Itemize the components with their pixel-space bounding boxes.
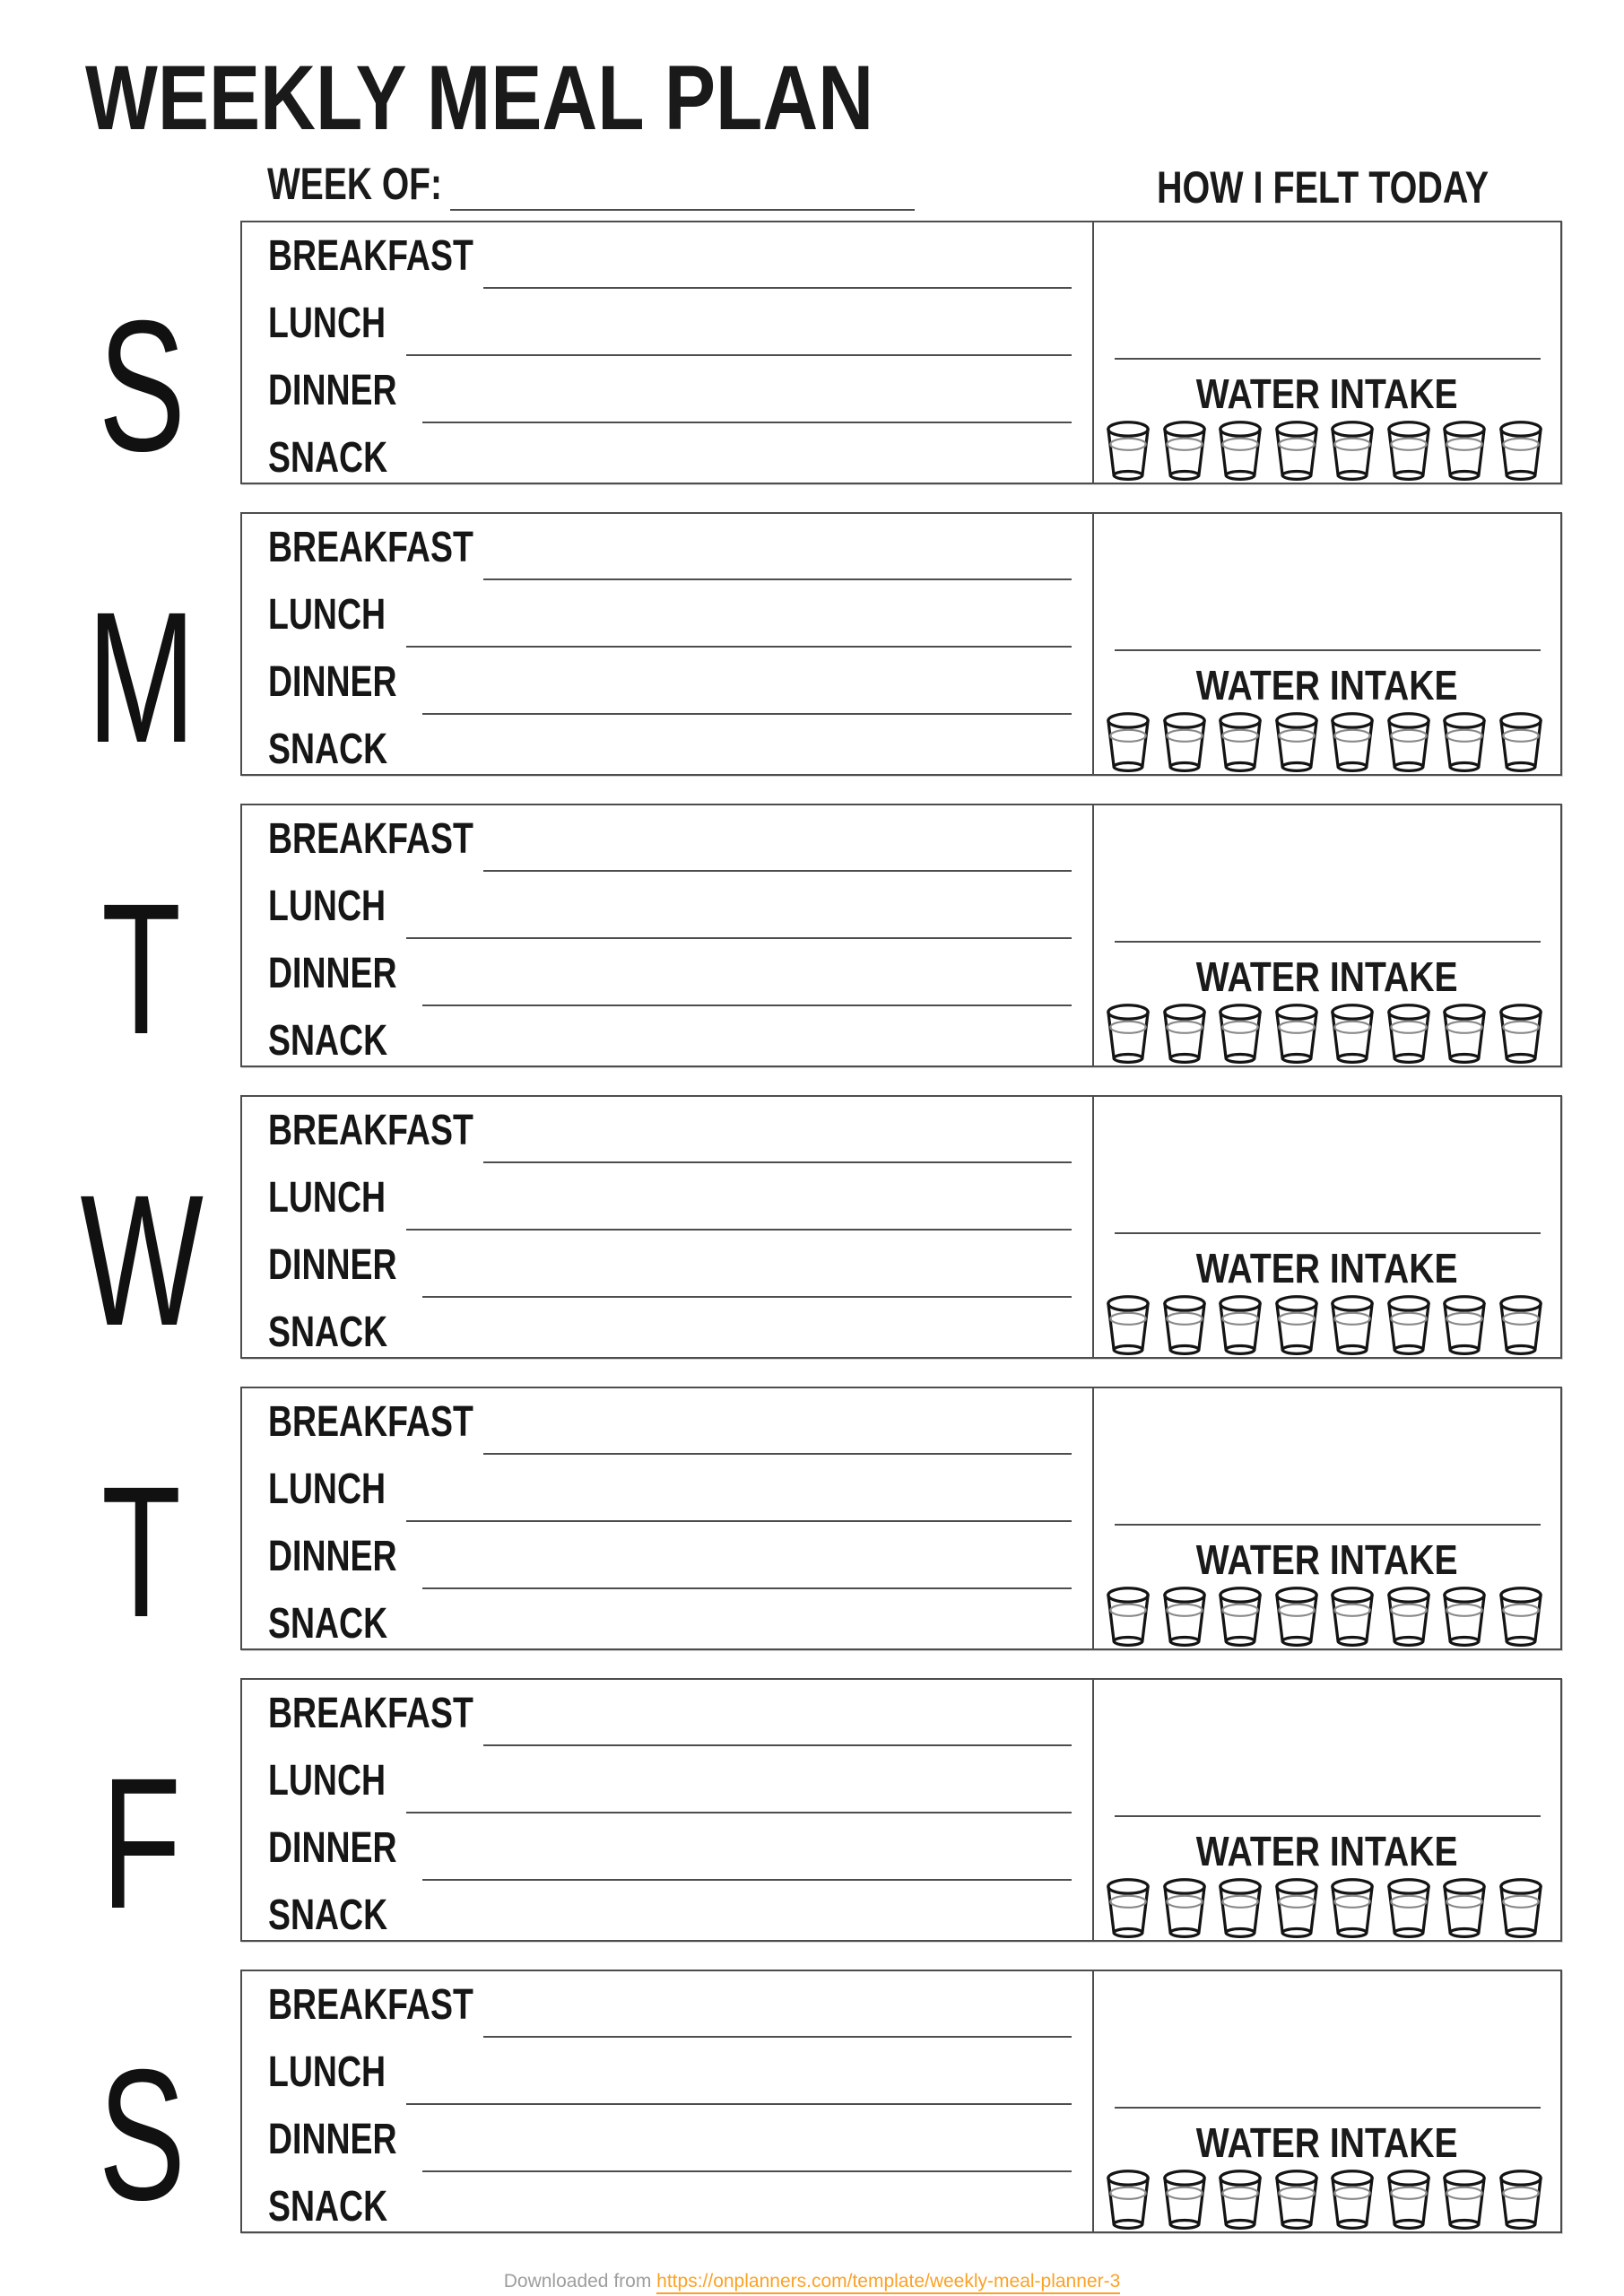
lunch-row (268, 1465, 1072, 1539)
day-box (240, 221, 1562, 484)
breakfast-write-line (483, 1405, 1072, 1455)
dinner-label: DINNER (268, 2116, 397, 2163)
water-glass-icon (1162, 1003, 1207, 1065)
day-rows (0, 221, 1562, 2239)
water-glass-icon (1162, 1877, 1207, 1940)
water-intake-label: WATER INTAKE (1196, 370, 1458, 417)
water-section (1092, 805, 1560, 1065)
day-box (240, 804, 1562, 1067)
breakfast-row (268, 1398, 1072, 1472)
water-glass-icon (1274, 1877, 1319, 1940)
water-glass-icon (1106, 1294, 1151, 1357)
day-letter: T (101, 865, 182, 1074)
feeling-write-line (1115, 1524, 1541, 1526)
lunch-row (268, 2048, 1072, 2122)
day-letter: M (87, 574, 196, 782)
day-letter: S (98, 2031, 186, 2239)
water-intake-label: WATER INTAKE (1196, 1245, 1458, 1292)
lunch-write-line (406, 2055, 1072, 2105)
water-glass-icon (1106, 1586, 1151, 1648)
dinner-label: DINNER (268, 367, 397, 414)
dinner-label: DINNER (268, 1824, 397, 1872)
water-glass-icon (1386, 1003, 1431, 1065)
breakfast-write-line (483, 822, 1072, 872)
water-glass-icon (1330, 1877, 1375, 1940)
water-glass-icon (1162, 1586, 1207, 1648)
breakfast-label: BREAKFAST (268, 524, 473, 571)
lunch-write-line (406, 1180, 1072, 1231)
dinner-row (268, 1533, 1072, 1606)
water-glass-icon (1218, 1586, 1263, 1648)
day-box (240, 1095, 1562, 1359)
water-glass-icon (1442, 2169, 1487, 2231)
feeling-write-line (1115, 941, 1541, 943)
water-glasses-row (1106, 1003, 1543, 1065)
dinner-label: DINNER (268, 658, 397, 706)
water-glass-icon (1498, 1003, 1543, 1065)
water-glass-icon (1218, 1877, 1263, 1940)
breakfast-write-line (483, 1113, 1072, 1163)
dinner-write-line (422, 665, 1072, 715)
breakfast-write-line (483, 1696, 1072, 1746)
water-glass-icon (1330, 711, 1375, 774)
footer-link[interactable]: https://onplanners.com/template/weekly-meal-planner-3 (656, 2271, 1120, 2294)
meals-section (242, 1388, 1092, 1648)
water-section (1092, 1388, 1560, 1648)
water-glass-icon (1274, 420, 1319, 483)
water-glasses-row (1106, 1586, 1543, 1648)
breakfast-row (268, 232, 1072, 306)
breakfast-label: BREAKFAST (268, 815, 473, 863)
day-box (240, 1970, 1562, 2233)
water-glass-icon (1106, 2169, 1151, 2231)
water-glass-icon (1442, 420, 1487, 483)
lunch-label: LUNCH (268, 2048, 386, 2096)
lunch-label: LUNCH (268, 883, 386, 930)
water-glass-icon (1218, 711, 1263, 774)
water-glass-icon (1386, 420, 1431, 483)
water-glass-icon (1498, 2169, 1543, 2231)
water-section (1092, 514, 1560, 774)
water-glass-icon (1498, 1294, 1543, 1357)
day-box (240, 512, 1562, 776)
lunch-row (268, 1757, 1072, 1831)
water-glass-icon (1106, 1003, 1151, 1065)
lunch-row (268, 883, 1072, 956)
day-row (0, 804, 1562, 1074)
dinner-row (268, 658, 1072, 732)
day-letter-cell (0, 1387, 240, 1657)
feeling-write-line (1115, 649, 1541, 651)
water-glasses-row (1106, 1877, 1543, 1940)
lunch-write-line (406, 889, 1072, 939)
lunch-write-line (406, 306, 1072, 356)
day-letter-cell (0, 1970, 240, 2239)
day-letter-cell (0, 804, 240, 1074)
day-letter-cell (0, 1678, 240, 1948)
dinner-label: DINNER (268, 1241, 397, 1289)
water-glass-icon (1442, 1294, 1487, 1357)
breakfast-label: BREAKFAST (268, 232, 473, 280)
breakfast-row (268, 1690, 1072, 1763)
water-intake-label: WATER INTAKE (1196, 662, 1458, 709)
water-glass-icon (1218, 2169, 1263, 2231)
snack-row (268, 1017, 1072, 1091)
snack-row (268, 434, 1072, 508)
water-glass-icon (1498, 420, 1543, 483)
lunch-label: LUNCH (268, 1465, 386, 1513)
water-glass-icon (1274, 1294, 1319, 1357)
water-glass-icon (1386, 2169, 1431, 2231)
lunch-write-line (406, 597, 1072, 648)
water-glass-icon (1330, 1294, 1375, 1357)
lunch-label: LUNCH (268, 1174, 386, 1222)
water-glass-icon (1330, 2169, 1375, 2231)
breakfast-row (268, 1107, 1072, 1180)
dinner-write-line (422, 1831, 1072, 1881)
water-intake-label: WATER INTAKE (1196, 2119, 1458, 2166)
water-intake-label: WATER INTAKE (1196, 953, 1458, 1000)
snack-row (268, 1600, 1072, 1674)
dinner-row (268, 367, 1072, 440)
water-glass-icon (1386, 1877, 1431, 1940)
water-glass-icon (1442, 1586, 1487, 1648)
breakfast-label: BREAKFAST (268, 1690, 473, 1737)
dinner-write-line (422, 1248, 1072, 1298)
feeling-write-line (1115, 2107, 1541, 2109)
day-letter-cell (0, 512, 240, 782)
snack-label: SNACK (268, 2183, 388, 2231)
water-glass-icon (1162, 711, 1207, 774)
water-glass-icon (1442, 711, 1487, 774)
water-glass-icon (1274, 711, 1319, 774)
breakfast-row (268, 524, 1072, 597)
day-row (0, 1387, 1562, 1657)
day-letter: S (98, 283, 186, 491)
water-glass-icon (1442, 1003, 1487, 1065)
lunch-label: LUNCH (268, 591, 386, 639)
meals-section (242, 1971, 1092, 2231)
breakfast-label: BREAKFAST (268, 1107, 473, 1154)
water-glasses-row (1106, 711, 1543, 774)
page-title (85, 47, 1024, 149)
water-glass-icon (1498, 1586, 1543, 1648)
snack-row (268, 1309, 1072, 1382)
lunch-row (268, 1174, 1072, 1248)
day-letter: F (101, 1740, 182, 1948)
water-glass-icon (1274, 1003, 1319, 1065)
feeling-write-line (1115, 1815, 1541, 1817)
water-glass-icon (1386, 1586, 1431, 1648)
water-glass-icon (1162, 420, 1207, 483)
day-letter-cell (0, 221, 240, 491)
water-glasses-row (1106, 2169, 1543, 2231)
water-glass-icon (1162, 1294, 1207, 1357)
day-row (0, 512, 1562, 782)
snack-label: SNACK (268, 1017, 388, 1065)
water-intake-label: WATER INTAKE (1196, 1828, 1458, 1874)
water-glass-icon (1218, 1294, 1263, 1357)
lunch-row (268, 591, 1072, 665)
water-glass-icon (1274, 2169, 1319, 2231)
breakfast-row (268, 1981, 1072, 2055)
water-glass-icon (1274, 1586, 1319, 1648)
water-glass-icon (1218, 1003, 1263, 1065)
snack-label: SNACK (268, 1309, 388, 1356)
meals-section (242, 1680, 1092, 1940)
breakfast-write-line (483, 1987, 1072, 2038)
day-row (0, 1678, 1562, 1948)
water-glass-icon (1106, 711, 1151, 774)
water-glass-icon (1330, 1586, 1375, 1648)
water-glass-icon (1386, 1294, 1431, 1357)
day-letter: T (101, 1448, 182, 1657)
day-box (240, 1678, 1562, 1942)
water-glass-icon (1218, 420, 1263, 483)
dinner-label: DINNER (268, 950, 397, 997)
water-section (1092, 1680, 1560, 1940)
snack-label: SNACK (268, 1600, 388, 1648)
footer (0, 2270, 1624, 2293)
lunch-write-line (406, 1763, 1072, 1813)
dinner-write-line (422, 373, 1072, 423)
breakfast-write-line (483, 530, 1072, 580)
dinner-write-line (422, 956, 1072, 1006)
dinner-row (268, 1824, 1072, 1898)
snack-row (268, 1892, 1072, 1965)
water-glass-icon (1442, 1877, 1487, 1940)
lunch-label: LUNCH (268, 300, 386, 347)
dinner-write-line (422, 1539, 1072, 1589)
breakfast-label: BREAKFAST (268, 1981, 473, 2029)
footer-prefix: Downloaded from (503, 2271, 652, 2292)
snack-label: SNACK (268, 434, 388, 482)
water-section (1092, 1097, 1560, 1357)
snack-label: SNACK (268, 726, 388, 773)
snack-label: SNACK (268, 1892, 388, 1939)
snack-row (268, 2183, 1072, 2257)
week-of-label: WEEK OF: (267, 159, 442, 209)
day-letter-cell (0, 1095, 240, 1365)
dinner-write-line (422, 2122, 1072, 2172)
water-glasses-row (1106, 420, 1543, 483)
day-row (0, 1095, 1562, 1365)
water-glasses-row (1106, 1294, 1543, 1357)
how-i-felt-label: HOW I FELT TODAY (1157, 162, 1489, 213)
breakfast-write-line (483, 239, 1072, 289)
meals-section (242, 222, 1092, 483)
lunch-write-line (406, 1472, 1072, 1522)
water-section (1092, 222, 1560, 483)
day-box (240, 1387, 1562, 1650)
dinner-row (268, 2116, 1072, 2189)
day-row (0, 221, 1562, 491)
water-glass-icon (1386, 711, 1431, 774)
lunch-label: LUNCH (268, 1757, 386, 1805)
water-glass-icon (1162, 2169, 1207, 2231)
breakfast-row (268, 815, 1072, 889)
breakfast-label: BREAKFAST (268, 1398, 473, 1446)
dinner-label: DINNER (268, 1533, 397, 1580)
meals-section (242, 514, 1092, 774)
water-glass-icon (1330, 420, 1375, 483)
feeling-write-line (1115, 358, 1541, 360)
week-of-write-line (450, 173, 915, 211)
lunch-row (268, 300, 1072, 373)
water-glass-icon (1498, 711, 1543, 774)
dinner-row (268, 950, 1072, 1023)
water-glass-icon (1106, 420, 1151, 483)
snack-row (268, 726, 1072, 799)
dinner-row (268, 1241, 1072, 1315)
meals-section (242, 1097, 1092, 1357)
water-section (1092, 1971, 1560, 2231)
water-glass-icon (1498, 1877, 1543, 1940)
page-title-text: WEEKLY MEAL PLAN (85, 47, 874, 149)
meals-section (242, 805, 1092, 1065)
water-glass-icon (1106, 1877, 1151, 1940)
feeling-write-line (1115, 1232, 1541, 1234)
water-intake-label: WATER INTAKE (1196, 1536, 1458, 1583)
day-letter: W (80, 1157, 204, 1365)
water-glass-icon (1330, 1003, 1375, 1065)
day-row (0, 1970, 1562, 2239)
